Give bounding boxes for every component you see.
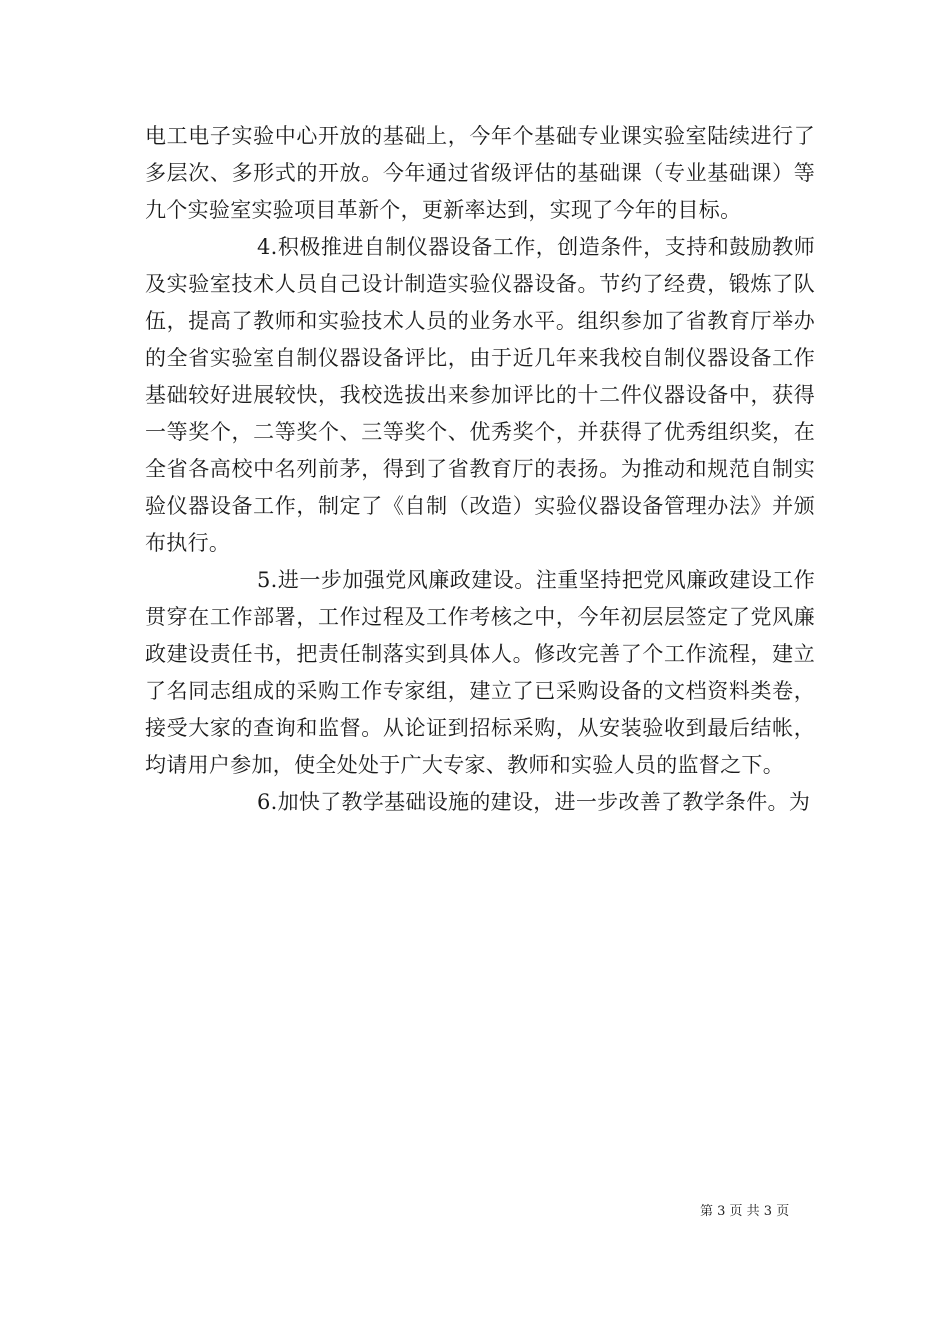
page-number-footer: 第 3 页 共 3 页 — [700, 1204, 790, 1219]
body-text — [145, 118, 815, 821]
paragraph-2: 4.积极推进自制仪器设备工作，创造条件，支持和鼓励教师及实验室技术人员自己设计制造实验仪器设备。节约了经费，锻炼了队伍，提高了教师和实验技术人员的业务水平。组织参加了省教育厅举办的全省实验室自制仪器设备评比，由于近几年来我校自制仪器设备工作基础较好进展较快，我校选拔出来参加评比的十二件仪器设备中，获得一等奖个，二等奖个、三等奖个、优秀奖个，并获得了优秀组织奖，在全省各高校中名列前茅，得到了省教育厅的表扬。为推动和规范自制实验仪器设备工作，制定了《自制（改造）实验仪器设备管理办法》并颁布执行。 — [145, 235, 815, 555]
paragraph-1: 电工电子实验中心开放的基础上，今年个基础专业课实验室陆续进行了多层次、多形式的开放。今年通过省级评估的基础课（专业基础课）等九个实验室实验项目革新个，更新率达到，实现了今年的目标。 — [145, 124, 815, 222]
paragraph-4: 6.加快了教学基础设施的建设，进一步改善了教学条件。为 — [257, 790, 811, 814]
paragraph-3: 5.进一步加强党风廉政建设。注重坚持把党风廉政建设工作贯穿在工作部署，工作过程及工作考核之中，今年初层层签定了党风廉政建设责任书，把责任制落实到具体人。修改完善了个工作流程，建立了名同志组成的采购工作专家组，建立了已采购设备的文档资料类卷，接受大家的查询和监督。从论证到招标采购，从安装验收到最后结帐，均请用户参加，使全处处于广大专家、教师和实验人员的监督之下。 — [145, 568, 815, 777]
